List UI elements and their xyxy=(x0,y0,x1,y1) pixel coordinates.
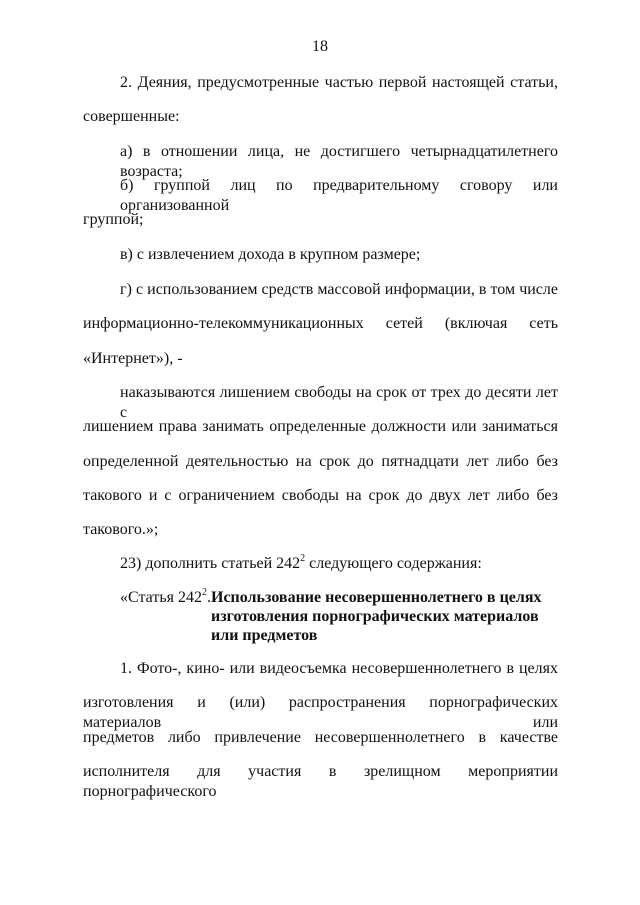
penalty-line: такового и с ограничением свободы на срок до двух лет либо без xyxy=(83,487,558,504)
superscript: 2 xyxy=(300,553,306,564)
amendment-text: 23) дополнить статьей 242 xyxy=(120,555,301,572)
article-paragraph-line: изготовления и (или) распространения порнографических материалов или xyxy=(83,694,558,731)
article-label-text: . xyxy=(206,589,211,606)
paragraph-line: 2. Деяния, предусмотренные частью первой настоящей статьи, xyxy=(120,74,558,91)
penalty-line: наказываются лишением свободы на срок от трех до десяти лет с xyxy=(120,384,558,421)
article-title-line: изготовления порнографических материалов xyxy=(211,608,539,625)
article-label xyxy=(120,588,211,608)
article-paragraph-line: исполнителя для участия в зрелищном мероприятии порнографического xyxy=(83,763,558,800)
article-title-line: Использование несовершеннолетнего в целях xyxy=(211,589,542,606)
paragraph-line: информационно-телекоммуникационных сетей (включая сеть xyxy=(83,315,558,332)
amendment-text: следующего содержания: xyxy=(305,555,482,572)
superscript: 2 xyxy=(201,587,207,598)
list-item-b: б) группой лиц по предварительному сговору или организованной xyxy=(120,177,558,214)
penalty-line: такового.»; xyxy=(83,521,159,538)
article-paragraph-line: 1. Фото-, кино- или видеосъемка несовершеннолетнего в целях xyxy=(120,660,558,677)
article-label-text: «Статья 242 xyxy=(120,589,202,606)
list-item-v: в) с извлечением дохода в крупном размере; xyxy=(120,246,421,263)
article-title xyxy=(211,588,542,645)
paragraph-line: группой; xyxy=(83,211,144,228)
page-number: 18 xyxy=(312,38,328,55)
penalty-line: определенной деятельностью на срок до пятнадцати лет либо без xyxy=(83,453,558,470)
article-paragraph-line: предметов либо привлечение несовершеннолетнего в качестве xyxy=(83,729,558,746)
paragraph-line: совершенные: xyxy=(83,108,180,125)
penalty-line: лишением права занимать определенные должности или заниматься xyxy=(83,418,558,435)
amendment-line xyxy=(120,554,558,574)
list-item-a: а) в отношении лица, не достигшего четырнадцатилетнего возраста; xyxy=(120,143,558,180)
paragraph-line: «Интернет»), - xyxy=(83,350,183,367)
list-item-g: г) с использованием средств массовой информации, в том числе xyxy=(120,281,558,298)
article-title-line: или предметов xyxy=(211,627,318,644)
